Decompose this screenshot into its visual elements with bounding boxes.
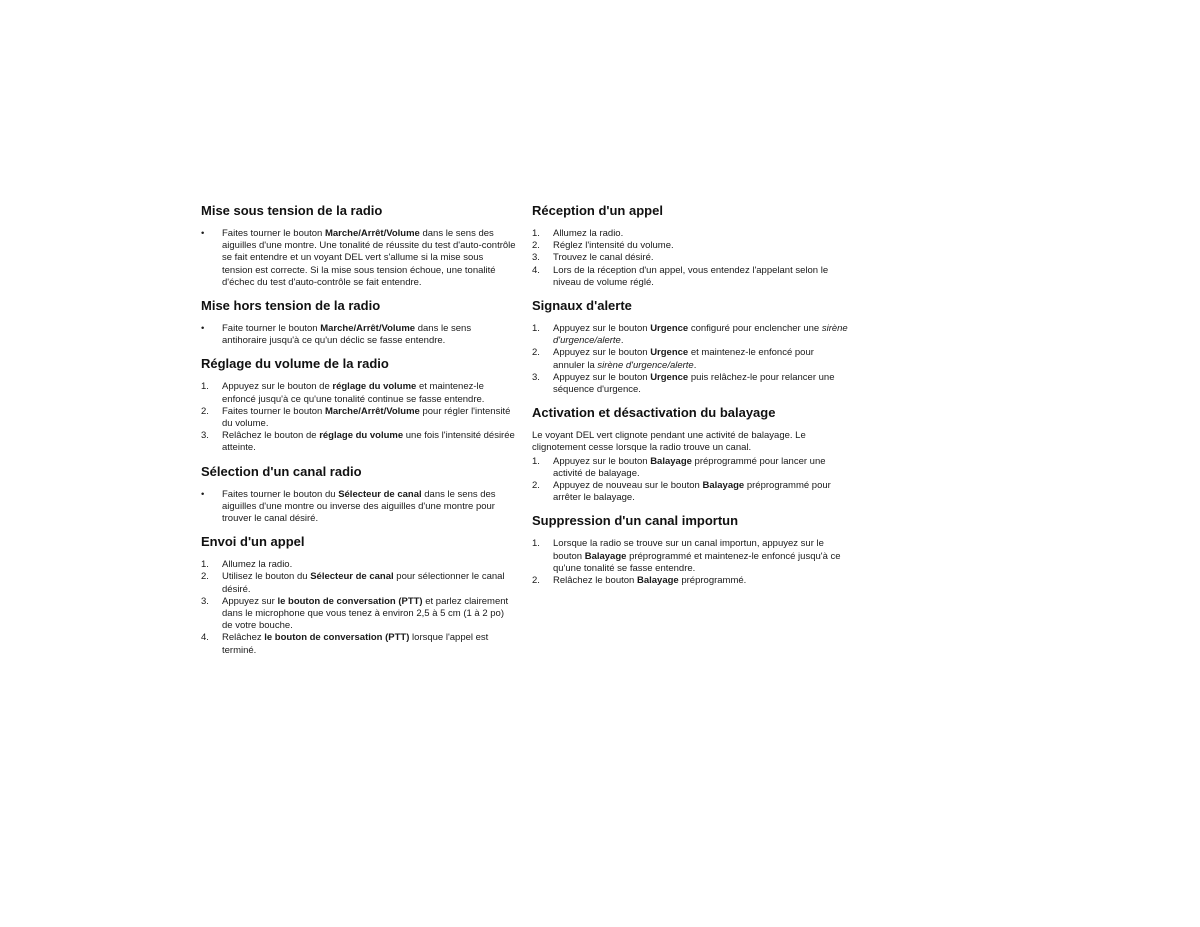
list-item — [201, 489, 516, 526]
text-run: dans le sens des aiguilles d'une montre. Une tonalité de réussite du test d'auto-contrôle se fait entendre et un voyant DEL vert s'allume si la mise sous tension est correcte. Si la mise sous tension échoue, une tonalité d'échec du test d'auto-contrôle se fait entendre. — [222, 228, 516, 288]
list-item — [532, 252, 848, 264]
text-run: . — [693, 359, 697, 371]
numbered-list — [532, 323, 848, 396]
section-heading: Mise sous tension de la radio — [201, 203, 383, 218]
list-number: 3. — [201, 595, 209, 607]
text-run: Appuyez de nouveau sur le bouton — [553, 480, 703, 492]
text-run: Appuyez sur le bouton — [553, 455, 651, 467]
bullet-list — [201, 323, 516, 347]
list-item — [532, 480, 848, 504]
section-activation-et-desactivation-du-balayage — [532, 405, 848, 504]
section-mise-hors-tension-de-la-radio — [201, 298, 516, 347]
list-number: 1. — [532, 228, 540, 239]
text-run: Appuyez sur le bouton — [553, 347, 651, 359]
text-run: Appuyez sur le bouton — [553, 371, 651, 383]
list-item — [532, 347, 848, 371]
text-run: pour sélectionner le canal désiré. — [222, 571, 505, 595]
bold-text: Marche/Arrêt/Volume — [324, 228, 420, 239]
section-heading: Envoi d'un appel — [201, 534, 305, 550]
text-run: Appuyez sur — [222, 595, 278, 607]
list-item — [532, 372, 848, 396]
section-signaux-d-alerte — [532, 298, 848, 396]
right-column — [532, 203, 848, 596]
list-item — [201, 571, 516, 595]
list-item — [201, 559, 516, 571]
section-heading: Suppression d'un canal importun — [532, 513, 739, 529]
text-run: pour régler l'intensité du volume. — [222, 405, 511, 430]
list-item — [532, 456, 848, 480]
numbered-list — [201, 381, 516, 454]
list-item — [532, 265, 848, 289]
section-reglage-du-volume-de-la-radio — [201, 356, 516, 454]
section-heading: Mise hors tension de la radio — [201, 298, 381, 314]
bold-text: Sélecteur de canal — [338, 488, 422, 500]
text-run: dans le sens des aiguilles d'une montre ou inverse des aiguilles d'une montre pour trouver le canal désiré. — [222, 488, 496, 525]
text-run: lorsque l'appel est terminé. — [222, 632, 489, 656]
text-run: Relâchez le bouton de — [222, 430, 320, 442]
bold-text: réglage du volume — [319, 430, 404, 442]
text-run: et maintenez-le enfoncé pour annuler la — [553, 347, 814, 371]
text-run: préprogrammé pour arrêter le balayage. — [553, 480, 831, 504]
text-run: Appuyez sur le bouton de — [222, 381, 333, 393]
bold-text: Urgence — [650, 347, 689, 359]
list-number: 1. — [532, 455, 540, 467]
list-number: 1. — [201, 559, 209, 571]
list-item — [201, 632, 516, 656]
italic-text: sirène d'urgence/alerte — [553, 323, 848, 347]
section-reception-d-un-appel — [532, 203, 848, 289]
text-run: Relâchez le bouton — [553, 575, 637, 587]
section-heading: Activation et désactivation du balayage — [532, 405, 776, 421]
bullet-marker: • — [201, 323, 205, 335]
text-run: préprogrammé pour lancer une activité de balayage. — [553, 455, 826, 479]
bold-text: Urgence — [650, 371, 689, 383]
list-item — [532, 240, 848, 252]
list-number: 2. — [532, 480, 540, 492]
list-item — [201, 381, 516, 405]
numbered-list — [532, 456, 848, 505]
bold-text: le bouton de conversation (PTT) — [264, 632, 410, 644]
text-run: préprogrammé et maintenez-le enfoncé jusqu'à ce qu'une tonalité se fasse entendre. — [553, 550, 841, 574]
bold-text: réglage du volume — [332, 381, 417, 393]
section-heading: Réception d'un appel — [532, 203, 663, 218]
section-selection-d-un-canal-radio — [201, 464, 516, 526]
bold-text: Balayage — [636, 575, 679, 587]
section-intro: Le voyant DEL vert clignote pendant une activité de balayage. Le clignotement cesse lorsque la radio trouve un canal. — [532, 430, 806, 454]
left-column — [201, 203, 516, 666]
section-mise-sous-tension-de-la-radio — [201, 203, 516, 289]
list-number: 1. — [532, 538, 540, 550]
bold-text: Marche/Arrêt/Volume — [324, 405, 420, 417]
list-number: 4. — [532, 264, 540, 276]
list-number: 1. — [532, 323, 540, 335]
text-run: Faite tourner le bouton — [222, 323, 321, 335]
bullet-marker: • — [201, 488, 205, 500]
text-run: puis relâchez-le pour relancer une séquence d'urgence. — [553, 371, 835, 396]
section-suppression-d-un-canal-importun — [532, 513, 848, 587]
text-run: Faites tourner le bouton du — [222, 488, 339, 500]
text-run: dans le sens antihoraire jusqu'à ce qu'un déclic se fasse entendre. — [222, 323, 472, 347]
bold-text: Urgence — [650, 323, 689, 335]
bullet-list — [201, 489, 516, 526]
list-item — [532, 575, 848, 587]
list-number: 1. — [201, 381, 209, 393]
bold-text: Sélecteur de canal — [310, 571, 394, 583]
italic-text: sirène d'urgence/alerte — [597, 359, 694, 371]
text-run: Lors de la réception d'un appel, vous entendez l'appelant selon le niveau de volume réglé. — [553, 264, 829, 288]
text-run: et parlez clairement dans le microphone que vous tenez à environ 2,5 à 5 cm (1 à 2 po) de votre bouche. — [222, 595, 509, 632]
section-heading: Sélection d'un canal radio — [201, 463, 362, 479]
list-item — [201, 406, 516, 430]
section-heading: Signaux d'alerte — [532, 298, 632, 314]
list-item — [532, 323, 848, 347]
text-run: Faites tourner le bouton — [222, 405, 325, 417]
bullet-marker: • — [201, 228, 205, 239]
list-number: 2. — [532, 347, 540, 359]
text-run: Relâchez — [222, 632, 265, 644]
bold-text: le bouton de conversation (PTT) — [277, 595, 423, 607]
text-run: Faites tourner le bouton — [222, 228, 325, 239]
bullet-list — [201, 228, 516, 289]
text-run: et maintenez-le enfoncé jusqu'à ce qu'une tonalité continue se fasse entendre. — [222, 381, 485, 405]
numbered-list — [201, 559, 516, 657]
list-item — [201, 596, 516, 633]
text-run: Allumez la radio. — [222, 559, 293, 571]
text-run: . — [620, 335, 624, 347]
list-number: 3. — [532, 252, 540, 264]
list-number: 3. — [532, 371, 540, 383]
list-item — [201, 430, 516, 454]
list-number: 2. — [532, 240, 540, 252]
text-run: Utilisez le bouton du — [222, 571, 311, 583]
section-heading: Réglage du volume de la radio — [201, 356, 389, 372]
bold-text: Balayage — [702, 480, 745, 492]
section-envoi-d-un-appel — [201, 534, 516, 657]
bold-text: Marche/Arrêt/Volume — [320, 323, 416, 335]
list-item — [201, 228, 516, 289]
list-item — [532, 228, 848, 240]
list-item — [532, 538, 848, 575]
text-run: Allumez la radio. — [553, 228, 624, 239]
text-run: configuré pour enclencher une — [688, 323, 822, 335]
text-run: Lorsque la radio se trouve sur un canal importun, appuyez sur le bouton — [553, 538, 824, 562]
bold-text: Balayage — [584, 550, 627, 562]
numbered-list — [532, 538, 848, 587]
text-run: Réglez l'intensité du volume. — [553, 240, 674, 252]
list-number: 3. — [201, 430, 209, 442]
list-item — [201, 323, 516, 347]
text-run: une fois l'intensité désirée atteinte. — [222, 430, 515, 454]
list-number: 2. — [532, 575, 540, 587]
list-number: 4. — [201, 632, 209, 644]
list-number: 2. — [201, 571, 209, 583]
numbered-list — [532, 228, 848, 289]
list-number: 2. — [201, 405, 209, 417]
text-run: Appuyez sur le bouton — [553, 323, 651, 335]
text-run: Trouvez le canal désiré. — [553, 252, 654, 264]
bold-text: Balayage — [650, 455, 692, 467]
text-run: préprogrammé. — [678, 575, 747, 587]
